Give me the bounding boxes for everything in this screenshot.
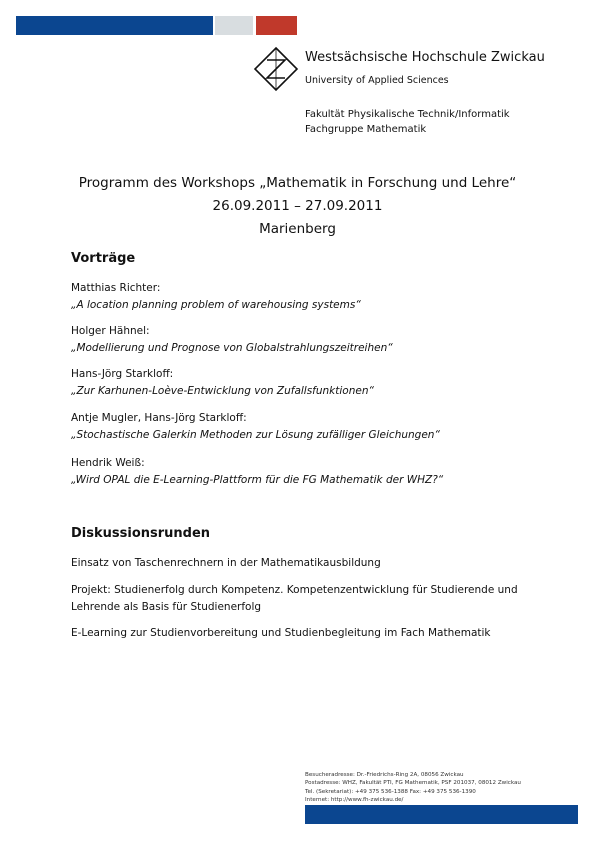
footer-contact: [305, 771, 521, 805]
institution-subtitle: University of Applied Sciences: [305, 75, 449, 86]
discussion-item: Projekt: Studienerfolg durch Kompetenz. Kompetenzentwicklung für Studierende und Lehrende als Basis für Studienerfolg: [71, 584, 518, 613]
footer-phone: Tel. (Sekretariat): +49 375 536-1388 Fax: +49 375 536-1390: [305, 788, 476, 795]
header-bar-red: [256, 16, 297, 35]
talk-topic: „Stochastische Galerkin Methoden zur Lösung zufälliger Gleichungen“: [71, 429, 440, 441]
program-title: [0, 172, 595, 241]
footer-bar-blue: [305, 805, 578, 824]
talk-speaker: Holger Hähnel:: [71, 325, 150, 337]
talk-topic: „A location planning problem of warehousing systems“: [71, 299, 361, 311]
faculty-block: [305, 107, 510, 137]
talk-item: [71, 280, 361, 314]
talk-item: [71, 323, 393, 357]
discussions-heading: Diskussionsrunden: [71, 526, 211, 541]
talk-item: [71, 455, 443, 489]
header-bar-grey: [215, 16, 253, 35]
talk-speaker: Matthias Richter:: [71, 282, 161, 294]
talk-speaker: Antje Mugler, Hans-Jörg Starkloff:: [71, 412, 247, 424]
talk-topic: „Wird OPAL die E-Learning-Plattform für die FG Mathematik der WHZ?“: [71, 474, 444, 486]
diamond-logo-icon: [253, 46, 299, 92]
faculty-name: Fakultät Physikalische Technik/Informatik: [305, 109, 510, 120]
talk-topic: „Modellierung und Prognose von Globalstrahlungszeitreihen“: [71, 342, 393, 354]
discussion-item: E-Learning zur Studienvorbereitung und Studienbegleitung im Fach Mathematik: [71, 627, 491, 639]
title-dates: 26.09.2011 – 27.09.2011: [212, 198, 383, 214]
talk-topic: „Zur Karhunen-Loève-Entwicklung von Zufallsfunktionen“: [71, 385, 374, 397]
footer-internet: Internet: http://www.fh-zwickau.de/: [305, 797, 404, 804]
title-line-1: Programm des Workshops „Mathematik in Forschung und Lehre“: [78, 175, 517, 191]
talk-speaker: Hans-Jörg Starkloff:: [71, 368, 174, 380]
talks-heading: Vorträge: [71, 251, 136, 266]
footer-postal-address: Postadresse: WHZ, Fakultät PTI, FG Mathematik, PSF 201037, 08012 Zwickau: [305, 780, 521, 787]
header-bar-blue: [16, 16, 213, 35]
talk-speaker: Hendrik Weiß:: [71, 457, 145, 469]
talk-item: [71, 366, 374, 400]
discussion-item: Einsatz von Taschenrechnern in der Mathematikausbildung: [71, 557, 381, 569]
footer-visitor-address: Besucheradresse: Dr.-Friedrichs-Ring 2A, 08056 Zwickau: [305, 772, 464, 778]
institution-name: Westsächsische Hochschule Zwickau: [305, 50, 545, 65]
group-name: Fachgruppe Mathematik: [305, 124, 427, 135]
talk-item: [71, 410, 440, 444]
title-location: Marienberg: [259, 221, 336, 237]
